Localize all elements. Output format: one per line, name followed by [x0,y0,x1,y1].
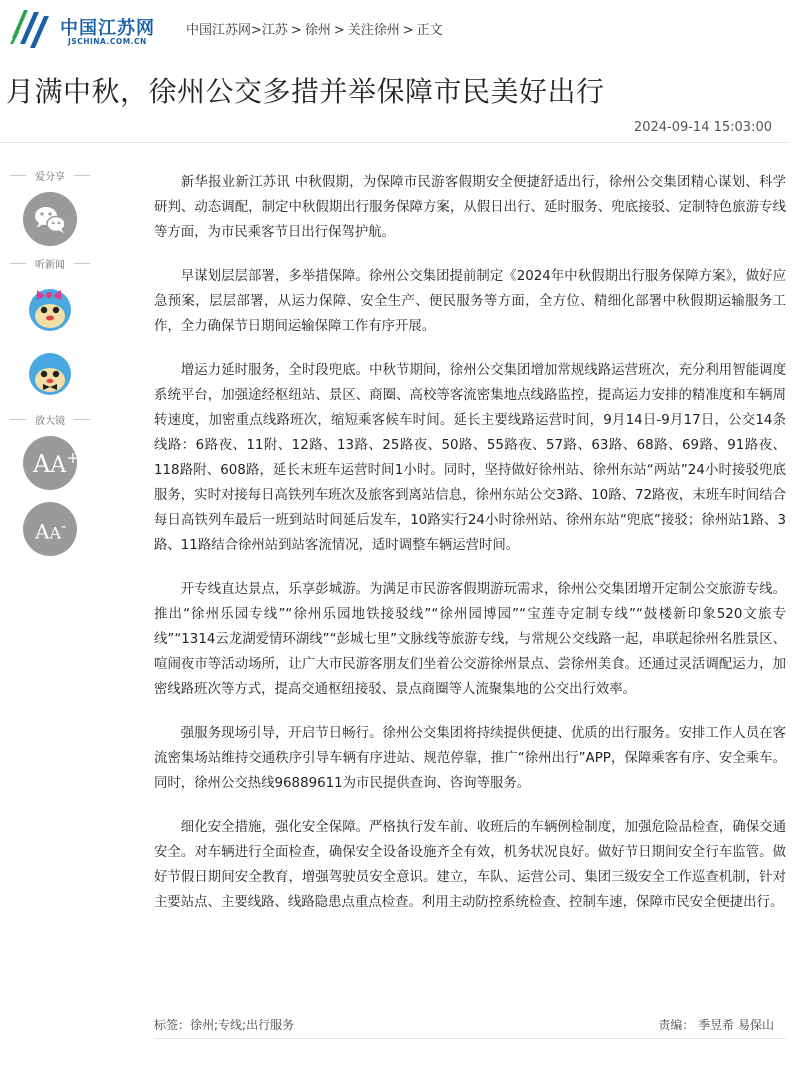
female-voice-avatar-icon [23,280,77,334]
zoom-in-plus: + [66,448,80,467]
publish-datetime: 2024-09-14 15:03:00 [633,120,772,135]
zoom-in-letters: A [33,450,51,478]
site-header [0,0,798,56]
male-voice-button[interactable] [23,346,77,400]
logo-text-en: JSCHINA.COM.CN [68,37,147,46]
zoom-label: 放大镜 [10,412,90,426]
divider-bottom [154,1038,786,1039]
zoom-in-icon [33,448,80,478]
female-voice-button[interactable] [23,280,77,334]
article-title: 月满中秋，徐州公交多措并举保障市民美好出行 [6,75,605,108]
breadcrumb-item-jiangsu[interactable]: 中国江苏网>江苏 [186,23,288,38]
breadcrumb: 中国江苏网>江苏 > 徐州 > 关注徐州 > 正文 [186,23,443,38]
wechat-share-button[interactable] [23,192,77,246]
zoom-out-letters-small: A [49,523,62,543]
paragraph-6: 细化安全措施，强化安全保障。严格执行发车前、收班后的车辆例检制度，加强危险品检查，确保交通安全。对车辆进行全面检查，确保安全设备设施齐全有效，机务状况良好。做好节日期间安全行车监管。做好节假日期间安全教育，增强驾驶员安全意识。建立，车队、运营公司、集团三级安全工作巡查机制，针对主要站点、主要线路、线路隐患点重点检查。利用主动防控系统检查、控制车速，保障市民安全便捷出行。 [154,820,786,910]
jschina-logo-icon [8,4,52,52]
breadcrumb-item-focus-xuzhou[interactable]: 关注徐州 [347,23,400,38]
zoom-out-button[interactable] [23,502,77,556]
breadcrumb-item-xuzhou[interactable]: 徐州 [304,23,331,38]
share-label: 爱分享 [10,168,90,182]
zoom-in-button[interactable] [23,436,80,490]
zoom-out-letters: A [35,519,50,544]
listen-label: 听新闻 [10,256,90,270]
breadcrumb-item-body: 正文 [416,23,443,38]
zoom-in-letters-large: A [50,453,67,478]
paragraph-1: 新华报业新江苏讯 中秋假期，为保障市民游客假期安全便捷舒适出行，徐州公交集团精心谋划、科学研判、动态调配，制定中秋假期出行服务保障方案，从假日出行、延时服务、兜底接驳、定制特色旅游专线等方面，为市民乘客节日出行保驾护航。 [154,175,786,240]
wechat-icon [23,192,77,246]
divider [0,142,788,143]
article-editor: 责编： 季昱希 易保山 [658,1018,774,1032]
paragraph-2: 早谋划层层部署，多举措保障。徐州公交集团提前制定《2024年中秋假期出行服务保障方案》，做好应急预案，层层部署，从运力保障、安全生产、便民服务等方面，全方位、精细化部署中秋假期运输服务工作，全力确保节日期间运输保障工作有序开展。 [154,269,786,334]
zoom-out-minus: - [61,516,67,535]
site-logo[interactable] [8,4,158,52]
zoom-out-icon [35,516,66,544]
paragraph-3: 增运力延时服务，全时段兜底。中秋节期间，徐州公交集团增加常规线路运营班次，充分利用智能调度系统平台，加强途经枢纽站、景区、商圈、高校等客流密集地点线路监控，提高运力安排的精准度和车辆周转速度，加密重点线路班次，缩短乘客候车时间。延长主要线路运营时间，9月14日-9月17日，公交14条线路：6路夜、11附、12路、13路、25路夜、50路、55路夜、57路、63路、68路、69路、91路夜、118路附、608路，延长末班车运营时间1小时。同时，坚持做好徐州站、徐州东站“两站”24小时接驳兜底服务，实时对接每日高铁列车班次及旅客到离站信息，徐州东站公交3路、10路、72路夜，末班车时间结合每日高铁列车最后一班到站时间延后发车，10路实行24小时徐州站、徐州东站“兜底”接驳；徐州站1路、3路、11路结合徐州站到站客流情况，适时调整车辆运营时间。 [154,363,786,553]
logo-text-cn: 中国江苏网 [60,18,155,39]
article-tags[interactable]: 标签：徐州;专线;出行服务 [154,1018,295,1032]
paragraph-4: 开专线直达景点，乐享彭城游。为满足市民游客假期游玩需求，徐州公交集团增开定制公交旅游专线。推出“徐州乐园专线”“徐州乐园地铁接驳线”“徐州园博园”“宝莲寺定制专线”“鼓楼新印象520文旅专线”“1314云龙湖爱情环湖线”“彭城七里”文脉线等旅游专线，与常规公交线路一起，串联起徐州名胜景区、喧闹夜市等活动场所，让广大市民游客朋友们坐着公交游徐州景点、尝徐州美食。还通过灵活调配运力，加密线路班次等方式，提高交通枢纽接驳、景点商圈等人流聚集地的公交出行效率。 [154,582,786,697]
male-voice-avatar-icon [23,346,77,400]
article-body [154,170,786,934]
paragraph-5: 强服务现场引导，开启节日畅行。徐州公交集团将持续提供便捷、优质的出行服务。安排工作人员在客流密集场站维持交通秩序引导车辆有序进站、规范停靠，推广“徐州出行”APP，保障乘客有序、安全乘车。同时，徐州公交热线96889611为市民提供查询、咨询等服务。 [154,726,786,791]
